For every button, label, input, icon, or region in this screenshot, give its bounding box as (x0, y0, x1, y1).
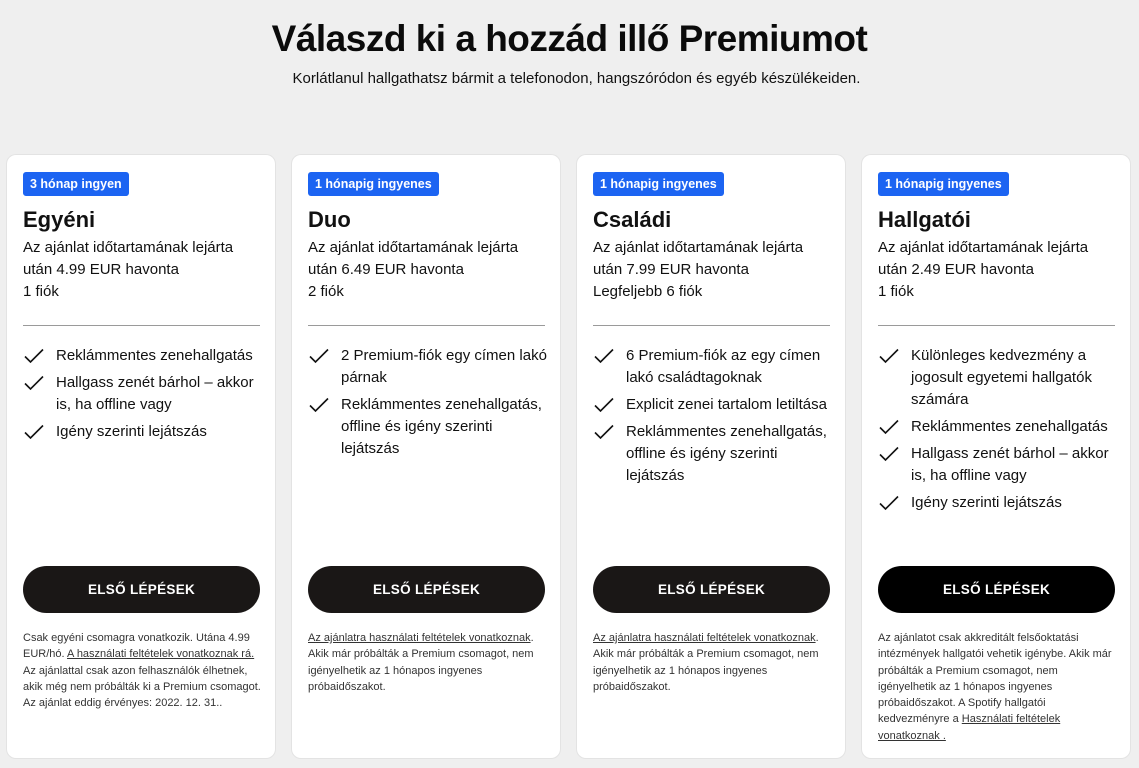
feature-list (23, 345, 263, 448)
feature-item (23, 372, 263, 416)
check-icon (309, 397, 329, 413)
check-icon (879, 419, 899, 435)
price-line: után 2.49 EUR havonta (878, 261, 1034, 278)
plan-card-duo (292, 155, 560, 758)
get-started-button[interactable]: ELSŐ LÉPÉSEK (593, 566, 830, 613)
get-started-button[interactable]: ELSŐ LÉPÉSEK (878, 566, 1115, 613)
fine-print-text: Az ajánlatot csak akkreditált felsőoktatási intézmények hallgatói vehetik igénybe. Akik már próbálták a Premium csomagot, nem igényelhetik az 1 hónapos ingyenes próbaidőszakot. A Spotify hallgatói kedvezményre a (878, 632, 1112, 726)
offer-badge: 3 hónap ingyen (23, 172, 129, 196)
price-line: Az ajánlat időtartamának lejárta (23, 239, 234, 256)
plan-accounts: Legfeljebb 6 fiók (593, 283, 703, 300)
check-icon (594, 397, 614, 413)
price-line: után 4.99 EUR havonta (23, 261, 179, 278)
plan-price (23, 237, 263, 281)
price-line: Az ajánlat időtartamának lejárta (878, 239, 1089, 256)
fine-print-text: . Akik már próbálták a Premium csomagot, nem igényelhetik az 1 hónapos ingyenes próbaidőszakot. (308, 632, 534, 693)
plan-name: Egyéni (23, 207, 96, 232)
check-icon (879, 348, 899, 364)
feature-item (593, 394, 833, 416)
plan-accounts: 1 fiók (23, 283, 59, 300)
divider (23, 325, 260, 326)
price-line: után 7.99 EUR havonta (593, 261, 749, 278)
check-icon (309, 348, 329, 364)
plan-card-student (862, 155, 1130, 758)
feature-text: Explicit zenei tartalom letiltása (626, 396, 827, 413)
feature-text: Hallgass zenét bárhol – akkor is, ha offline vagy (56, 374, 254, 413)
plan-card-family (577, 155, 845, 758)
check-icon (879, 495, 899, 511)
plan-accounts: 2 fiók (308, 283, 344, 300)
offer-badge: 1 hónapig ingyenes (878, 172, 1009, 196)
divider (308, 325, 545, 326)
feature-item (878, 345, 1118, 411)
fine-print (878, 630, 1118, 744)
feature-text: 6 Premium-fiók az egy címen lakó családtagoknak (626, 347, 821, 386)
feature-text: Reklámmentes zenehallgatás, offline és igény szerinti lejátszás (341, 396, 542, 457)
feature-item (593, 421, 833, 487)
fine-print-text: Az ajánlattal csak azon felhasználók élhetnek, akik még nem próbálták ki a Premium csomagot. Az ajánlat eddig érvényes: 2022. 12. 31.. (23, 664, 261, 710)
feature-item (878, 443, 1118, 487)
check-icon (879, 446, 899, 462)
offer-badge: 1 hónapig ingyenes (308, 172, 439, 196)
feature-text: Reklámmentes zenehallgatás (911, 418, 1108, 435)
plan-name: Családi (593, 207, 672, 232)
offer-badge: 1 hónapig ingyenes (593, 172, 724, 196)
feature-text: Reklámmentes zenehallgatás (56, 347, 253, 364)
plan-card-individual (7, 155, 275, 758)
price-line: Az ajánlat időtartamának lejárta (308, 239, 519, 256)
feature-text: Igény szerinti lejátszás (56, 423, 207, 440)
fine-print-text: Csak egyéni csomagra vonatkozik. Utána 4.99 EUR/hó. (23, 632, 250, 661)
feature-item (878, 416, 1118, 438)
plan-name: Hallgatói (878, 207, 971, 232)
feature-text: Hallgass zenét bárhol – akkor is, ha offline vagy (911, 445, 1109, 484)
feature-item (308, 345, 548, 389)
feature-item (593, 345, 833, 389)
feature-list (593, 345, 833, 492)
divider (878, 325, 1115, 326)
fine-print (593, 630, 833, 695)
plan-price (878, 237, 1118, 281)
feature-item (878, 492, 1118, 514)
feature-item (23, 421, 263, 443)
terms-link[interactable]: A használati feltételek vonatkoznak rá. (67, 648, 255, 661)
divider (593, 325, 830, 326)
page-subtitle: Korlátlanul hallgathatsz bármit a telefonodon, hangszóródon és egyéb készülékeiden. (292, 70, 861, 87)
terms-link[interactable]: Az ajánlatra használati feltételek vonatkoznak (308, 632, 531, 644)
check-icon (24, 375, 44, 391)
price-line: után 6.49 EUR havonta (308, 261, 464, 278)
fine-print (23, 630, 263, 711)
plan-price (308, 237, 548, 281)
check-icon (594, 424, 614, 440)
feature-list (308, 345, 548, 465)
feature-text: 2 Premium-fiók egy címen lakó párnak (341, 347, 547, 386)
check-icon (24, 348, 44, 364)
price-line: Az ajánlat időtartamának lejárta (593, 239, 804, 256)
feature-text: Igény szerinti lejátszás (911, 494, 1062, 511)
plan-price (593, 237, 833, 281)
get-started-button[interactable]: ELSŐ LÉPÉSEK (23, 566, 260, 613)
plan-name: Duo (308, 207, 351, 232)
feature-text: Reklámmentes zenehallgatás, offline és igény szerinti lejátszás (626, 423, 827, 484)
page-title: Válaszd ki a hozzád illő Premiumot (271, 18, 868, 59)
get-started-button[interactable]: ELSŐ LÉPÉSEK (308, 566, 545, 613)
check-icon (594, 348, 614, 364)
feature-text: Különleges kedvezmény a jogosult egyetemi hallgatók számára (911, 347, 1092, 408)
feature-item (308, 394, 548, 460)
feature-list (878, 345, 1118, 519)
feature-item (23, 345, 263, 367)
fine-print (308, 630, 548, 695)
terms-link[interactable]: Használati feltételek vonatkoznak . (878, 713, 1061, 742)
fine-print-text: . Akik már próbálták a Premium csomagot, nem igényelhetik az 1 hónapos ingyenes próbaidőszakot. (593, 632, 819, 693)
check-icon (24, 424, 44, 440)
plan-accounts: 1 fiók (878, 283, 914, 300)
terms-link[interactable]: Az ajánlatra használati feltételek vonatkoznak (593, 632, 816, 644)
